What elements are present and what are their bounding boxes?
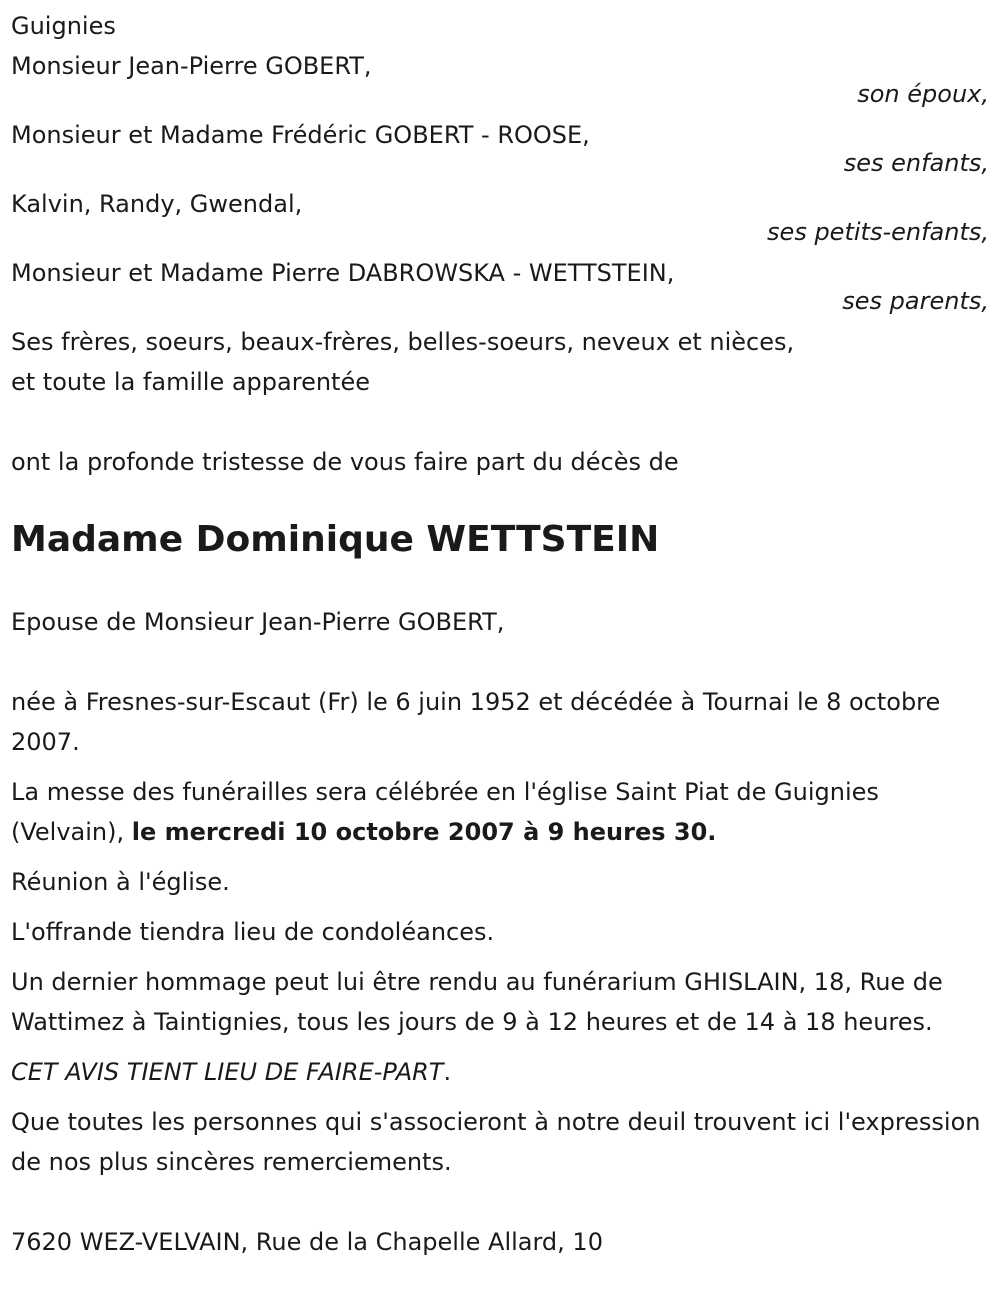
parents-role: ses parents, [842,287,989,315]
thanks-paragraph: Que toutes les personnes qui s'associeront à notre deuil trouvent ici l'expression de nos plus sincères remerciements. [11,1108,981,1176]
offering-line: L'offrande tiendra lieu de condoléances. [11,918,495,946]
spouse-name: Monsieur Jean-Pierre GOBERT, [11,52,372,80]
notice-line [11,1052,989,1092]
funeral-paragraph [11,772,989,852]
funeral-date-time: le mercredi 10 octobre 2007 à 9 heures 30. [131,818,717,846]
place-name: Guignies [11,12,116,40]
grandchildren-names: Kalvin, Randy, Gwendal, [11,190,303,218]
tribute-paragraph: Un dernier hommage peut lui être rendu au funérarium GHISLAIN, 18, Rue de Wattimez à Taintignies, tous les jours de 9 à 12 heures et de 14 à 18 heures. [11,968,943,1036]
deceased-name: Madame Dominique WETTSTEIN [11,519,660,560]
children-names: Monsieur et Madame Frédéric GOBERT - ROOSE, [11,121,590,149]
announcement-line: ont la profonde tristesse de vous faire part du décès de [11,448,679,476]
obituary-notice [11,6,989,1262]
siblings-line: Ses frères, soeurs, beaux-frères, belles-soeurs, neveux et nièces, [11,328,795,356]
notice-end: . [443,1058,452,1086]
notice-italic: CET AVIS TIENT LIEU DE FAIRE-PART [11,1058,444,1086]
grandchildren-role: ses petits-enfants, [767,218,989,246]
funeral-intro: La messe des funérailles sera célébrée en l'église Saint Piat de Guignies (Velvain), [11,778,879,846]
family-rest-line: et toute la famille apparentée [11,368,370,396]
children-role: ses enfants, [843,149,989,177]
parents-names: Monsieur et Madame Pierre DABROWSKA - WETTSTEIN, [11,259,675,287]
birth-death-line: née à Fresnes-sur-Escaut (Fr) le 6 juin 1952 et décédée à Tournai le 8 octobre 2007. [11,688,941,756]
meeting-line: Réunion à l'église. [11,868,230,896]
spouse-of-line: Epouse de Monsieur Jean-Pierre GOBERT, [11,608,505,636]
address-line: 7620 WEZ-VELVAIN, Rue de la Chapelle Allard, 10 [11,1228,603,1256]
spouse-role: son époux, [857,80,989,108]
